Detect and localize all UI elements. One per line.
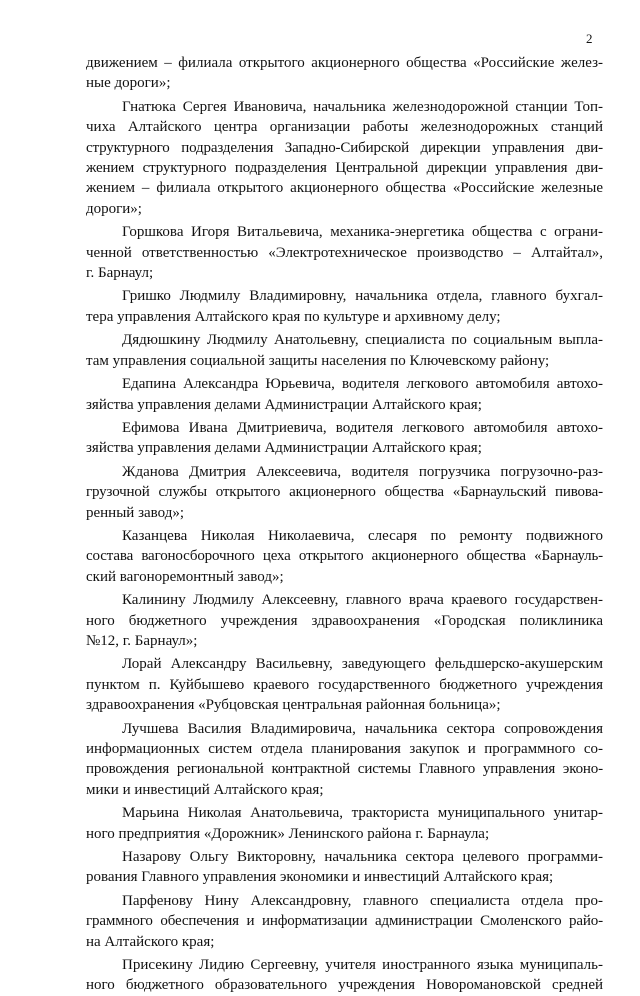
text-line: Калинину Людмилу Алексеевну, главного врача краевого государствен- [122,592,603,609]
text-line: ский вагоноремонтный завод»; [86,568,284,585]
text-line: Ефимова Ивана Дмитриевича, водителя легкового автомобиля автохо- [122,419,603,436]
text-line: Парфенову Нину Александровну, главного специалиста отдела про- [122,892,603,909]
paragraph-prisekina [0,955,640,996]
text-line: движением – филиала открытого акционерного общества «Российские желез- [86,55,603,71]
paragraph-efimov [0,418,640,459]
text-line: жением структурного подразделения Центральной дирекции управления дви- [86,160,603,177]
page-number: 2 [586,31,593,46]
text-line: граммного обеспечения и информатизации администрации Смоленского райо- [86,913,603,930]
text-line: Горшкова Игоря Витальевича, механика-энергетика общества с ограни- [122,224,603,241]
paragraph-kazantsev [0,526,640,587]
paragraph-gorshkov [0,222,640,283]
paragraph-gnatyuk [0,97,640,219]
paragraph-continuation [0,53,640,94]
text-line: Едапина Александра Юрьевича, водителя легкового автомобиля автохо- [122,376,603,393]
paragraph-grishko [0,286,640,327]
paragraph-edapin [0,374,640,415]
text-line: Гнатюка Сергея Ивановича, начальника железнодорожной станции Топ- [122,98,603,115]
text-line: Гришко Людмилу Владимировну, начальника отдела, главного бухгал- [122,288,603,305]
paragraph-kalinina [0,590,640,651]
text-line: рования Главного управления экономики и инвестиций Алтайского края; [86,869,554,886]
text-line: ного бюджетного учреждения здравоохранения «Городская поликлиника [86,612,603,629]
text-line: на Алтайского края; [86,933,215,950]
text-line: Марьина Николая Анатольевича, тракториста муниципального унитар- [122,805,603,822]
text-line: зяйства управления делами Администрации Алтайского края; [86,440,482,457]
text-line: здравоохранения «Рубцовская центральная районная больница»; [86,697,501,714]
text-line: ченной ответственностью «Электротехническое производство – Алтайтал», [86,244,603,261]
text-line: состава вагоносборочного цеха открытого акционерного общества «Барнауль- [86,548,603,565]
paragraph-luchshev [0,719,640,801]
paragraph-nazarova [0,847,640,888]
text-line: провождения региональной контрактной системы Главного управления эконо- [86,761,603,778]
text-line: Присекину Лидию Сергеевну, учителя иностранного языка муниципаль- [122,957,603,974]
text-line: грузочной службы открытого акционерного общества «Барнаульский пивова- [86,484,603,501]
text-line: Назарову Ольгу Викторовну, начальника сектора целевого программи- [122,849,603,866]
text-line: ные дороги»; [86,75,171,92]
text-line: пунктом п. Куйбышево краевого государственного бюджетного учреждения [86,676,603,693]
text-line: №12, г. Барнаул»; [86,632,198,649]
text-line: ного бюджетного образовательного учреждения Новоромановской средней [86,977,603,994]
text-line: ного предприятия «Дорожник» Ленинского района г. Барнаула; [86,825,490,842]
text-line: Дядюшкину Людмилу Анатольевну, специалиста по социальным выпла- [122,332,603,349]
text-line: дороги»; [86,200,142,217]
paragraph-maryin [0,803,640,844]
paragraph-loray [0,654,640,715]
text-line: тера управления Алтайского края по культуре и архивному делу; [86,308,501,325]
text-line: ренный завод»; [86,504,184,521]
text-line: жением – филиала открытого акционерного общества «Российские железные [86,180,603,197]
text-line: Лучшева Василия Владимировича, начальника сектора сопровождения [122,720,603,737]
text-line: Лорай Александру Васильевну, заведующего фельдшерско-акушерским [122,656,603,673]
document-body [0,53,640,996]
paragraph-zhdanov [0,462,640,523]
text-line: зяйства управления делами Администрации Алтайского края; [86,396,482,413]
text-line: информационных систем отдела планирования закупок и программного со- [86,741,603,757]
text-line: Жданова Дмитрия Алексеевича, водителя погрузчика погрузочно-раз- [122,463,603,480]
paragraph-parfenova [0,891,640,952]
paragraph-dyadyushkina [0,330,640,371]
text-line: структурного подразделения Западно-Сибирской дирекции управления дви- [86,139,603,156]
text-line: Казанцева Николая Николаевича, слесаря по ремонту подвижного [122,527,603,544]
text-line: там управления социальной защиты населения по Ключевскому району; [86,352,550,369]
text-line: чиха Алтайского центра организации работы железнодорожных станций [86,119,603,136]
text-line: мики и инвестиций Алтайского края; [86,781,324,798]
text-line: г. Барнаул; [86,265,154,282]
